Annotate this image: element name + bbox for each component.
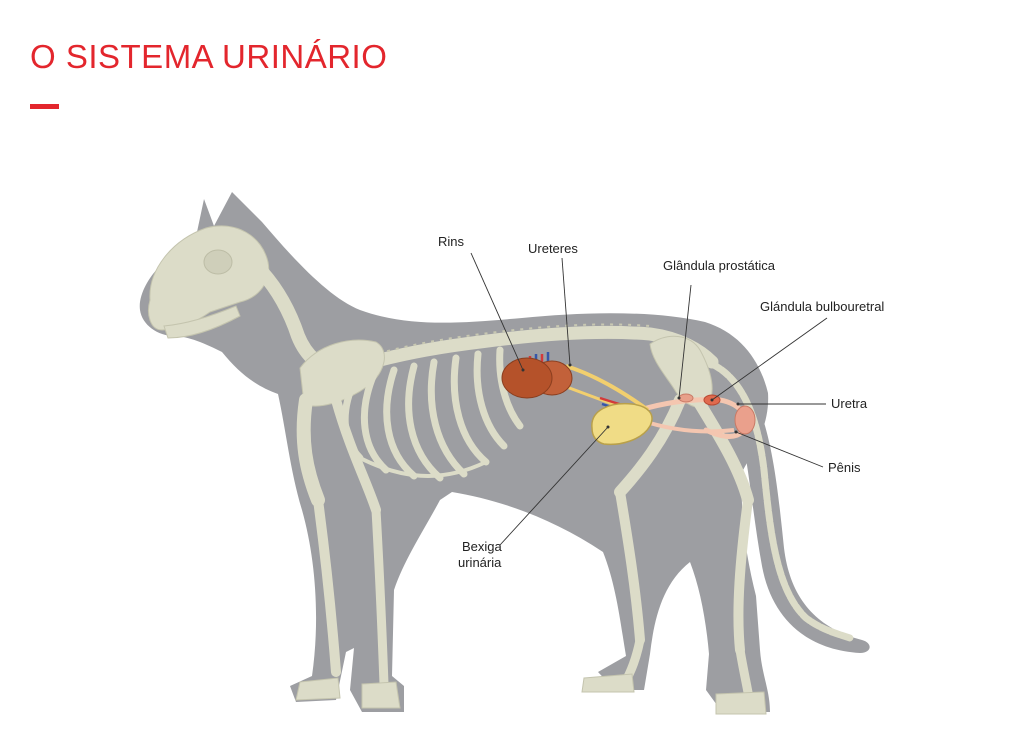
label-uretra: Uretra (831, 396, 868, 411)
label-penis: Pênis (828, 460, 861, 475)
label-glandula-prostatica: Glândula prostática (663, 258, 776, 273)
label-rins: Rins (438, 234, 465, 249)
eye-socket (204, 250, 232, 274)
label-ureteres: Ureteres (528, 241, 578, 256)
penis (735, 406, 755, 434)
label-bexiga-line2: urinária (458, 555, 502, 570)
hind-paw-right (716, 692, 766, 714)
front-paw-left (296, 678, 340, 700)
prostate-gland (679, 394, 693, 402)
kidney-front (502, 358, 552, 398)
hind-paw-left (582, 674, 634, 692)
label-bexiga-line1: Bexiga (462, 539, 502, 554)
front-paw-right (362, 682, 400, 708)
label-glandula-bulbouretral: Glándula bulbouretral (760, 299, 885, 314)
page-title: O SISTEMA URINÁRIO (30, 38, 388, 75)
